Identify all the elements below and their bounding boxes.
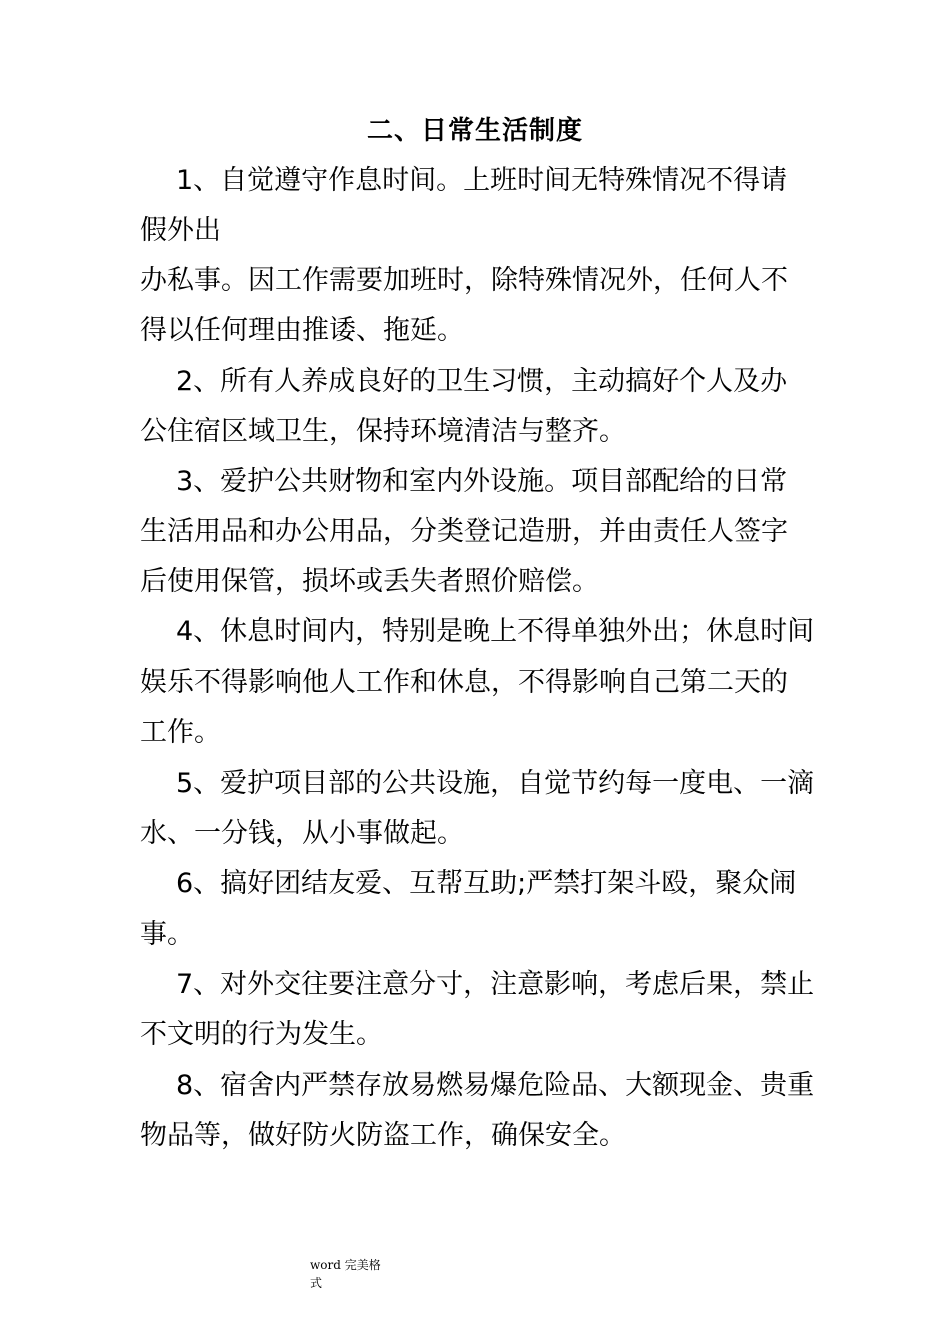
rule-6-line-1: 6、搞好团结友爱、互帮互助;严禁打架斗殴，聚众闹 <box>176 868 797 899</box>
rule-7-line-1: 7、对外交往要注意分寸，注意影响，考虑后果，禁止 <box>176 969 815 1000</box>
rule-4-line-1: 4、休息时间内，特别是晚上不得单独外出；休息时间 <box>176 616 815 647</box>
rule-2-line-1: 2、所有人养成良好的卫生习惯，主动搞好个人及办 <box>176 366 788 397</box>
footer-line-2: 式 <box>310 1276 323 1290</box>
rule-3-line-3: 后使用保管，损坏或丢失者照价赔偿。 <box>140 566 599 597</box>
page-footer <box>310 1256 381 1292</box>
rule-4-line-2: 娱乐不得影响他人工作和休息，不得影响自己第二天的 <box>140 667 788 698</box>
rule-6-line-2: 事。 <box>140 919 194 950</box>
page-title: 二、日常生活制度 <box>366 116 583 146</box>
rule-1-line-3: 办私事。因工作需要加班时，除特殊情况外，任何人不 <box>140 265 788 296</box>
rule-7-line-2: 不文明的行为发生。 <box>140 1019 383 1050</box>
rule-1-line-2: 假外出 <box>140 215 221 246</box>
rule-1-line-1: 1、自觉遵守作息时间。上班时间无特殊情况不得请 <box>176 165 788 196</box>
rule-3-line-1: 3、爱护公共财物和室内外设施。项目部配给的日常 <box>176 466 788 497</box>
rule-8-line-1: 8、宿舍内严禁存放易燃易爆危险品、大额现金、贵重 <box>176 1070 815 1101</box>
rule-4-line-3: 工作。 <box>140 717 221 748</box>
rule-8-line-2: 物品等，做好防火防盗工作，确保安全。 <box>140 1120 626 1151</box>
rule-5-line-1: 5、爱护项目部的公共设施，自觉节约每一度电、一滴 <box>176 768 815 799</box>
footer-line-1: word 完美格 <box>310 1258 381 1272</box>
rule-1-line-4: 得以任何理由推诿、拖延。 <box>140 315 464 346</box>
rule-2-line-2: 公住宿区域卫生，保持环境清洁与整齐。 <box>140 416 626 447</box>
rule-3-line-2: 生活用品和办公用品，分类登记造册，并由责任人签字 <box>140 516 788 547</box>
rule-5-line-2: 水、一分钱，从小事做起。 <box>140 818 464 849</box>
